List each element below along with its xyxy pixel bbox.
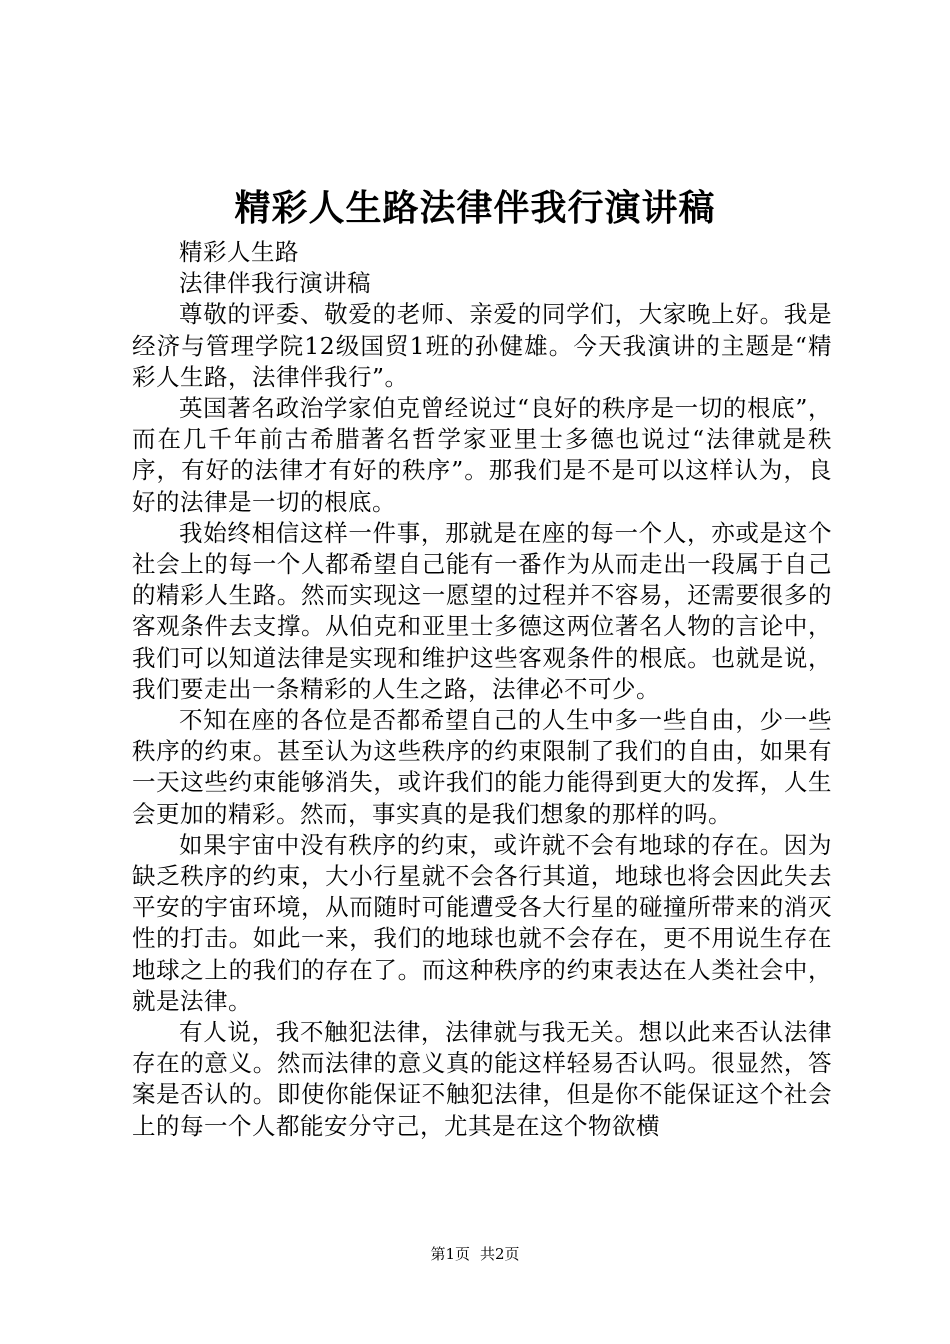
paragraph-greeting: 尊敬的评委、敬爱的老师、亲爱的同学们，大家晚上好。我是经济与管理学院12级国贸1班的孙健雄。今天我演讲的主题是“精彩人生路，法律伴我行”。 [132, 300, 832, 391]
paragraph-law-relevance: 有人说，我不触犯法律，法律就与我无关。想以此来否认法律存在的意义。然而法律的意义真的能这样轻易否认吗。很显然，答案是否认的。即使你能保证不触犯法律，但是你不能保证这个社会上的每一个人都能安分守己，尤其是在这个物欲横 [132, 1018, 832, 1140]
paragraph-burke-aristotle: 英国著名政治学家伯克曾经说过“良好的秩序是一切的根底”，而在几千年前古希腊著名哲学家亚里士多德也说过“法律就是秩序，有好的法律才有好的秩序”。那我们是不是可以这样认为，良好的法律是一切的根底。 [132, 394, 832, 516]
paragraph-universe: 如果宇宙中没有秩序的约束，或许就不会有地球的存在。因为缺乏秩序的约束，大小行星就不会各行其道，地球也将会因此失去平安的宇宙环境，从而随时可能遭受各大行星的碰撞所带来的消灭性的打击。如此一来，我们的地球也就不会存在，更不用说生存在地球之上的我们的存在了。而这种秩序的约束表达在人类社会中，就是法律。 [132, 830, 832, 1015]
subtitle-line-2: 法律伴我行演讲稿 [179, 269, 371, 298]
paragraph-freedom: 不知在座的各位是否都希望自己的人生中多一些自由，少一些秩序的约束。甚至认为这些秩序的约束限制了我们的自由，如果有一天这些约束能够消失，或许我们的能力能得到更大的发挥，人生会更加的精彩。然而，事实真的是我们想象的那样的吗。 [132, 706, 832, 828]
page-footer [0, 1243, 950, 1265]
paragraph-belief: 我始终相信这样一件事，那就是在座的每一个人，亦或是这个社会上的每一个人都希望自己能有一番作为从而走出一段属于自己的精彩人生路。然而实现这一愿望的过程并不容易，还需要很多的客观条件去支撑。从伯克和亚里士多德这两位著名人物的言论中，我们可以知道法律是实现和维护这些客观条件的根底。也就是说，我们要走出一条精彩的人生之路，法律必不可少。 [132, 518, 832, 703]
document-body [132, 237, 832, 1142]
page-number: 第1页 [430, 1245, 470, 1263]
subtitle-line-1: 精彩人生路 [179, 238, 299, 266]
page-total: 共2页 [480, 1245, 520, 1263]
document-title: 精彩人生路法律伴我行演讲稿 [234, 187, 716, 229]
